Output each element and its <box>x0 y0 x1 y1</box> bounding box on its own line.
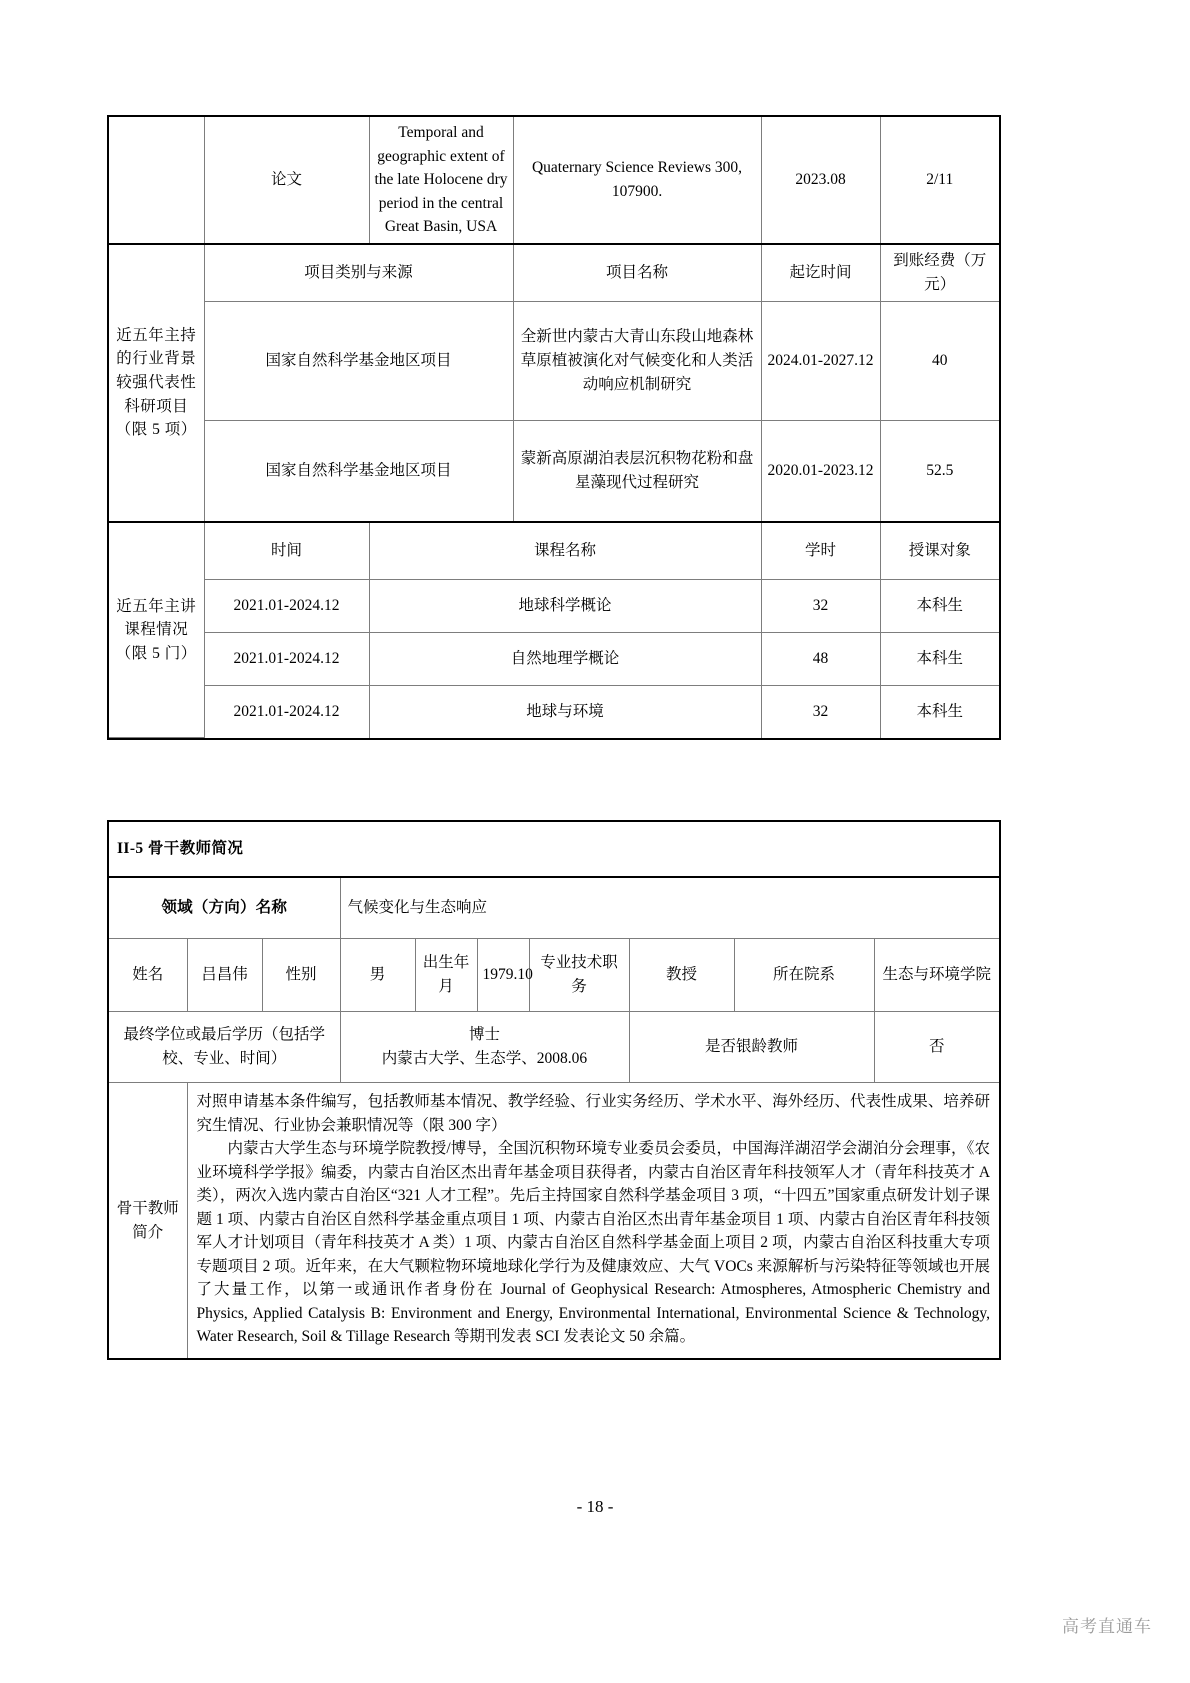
course-3-audience: 本科生 <box>880 685 999 738</box>
table-row-bio <box>109 1083 999 1359</box>
project-2-category: 国家自然科学基金地区项目 <box>204 420 513 522</box>
project-1-category: 国家自然科学基金地区项目 <box>204 301 513 420</box>
section-title-ii5: II-5 骨干教师简况 <box>109 822 999 877</box>
paper-row-blank <box>109 117 204 244</box>
paper-source-cell: Quaternary Science Reviews 300, 107900. <box>513 117 761 244</box>
achievements-table <box>109 117 999 738</box>
table-row-project-2 <box>109 420 999 522</box>
professional-title-label: 专业技术职 务 <box>529 939 629 1012</box>
department-label: 所在院系 <box>734 939 874 1012</box>
degree-label: 最终学位或最后学历（包括学校、专业、时间） <box>109 1012 340 1083</box>
course-2-audience: 本科生 <box>880 632 999 685</box>
degree-value <box>340 1012 629 1083</box>
page-number: - 18 - <box>576 1497 614 1516</box>
table-row-basic-info <box>109 939 999 1012</box>
field-direction-value: 气候变化与生态响应 <box>340 877 999 939</box>
paper-date-cell: 2023.08 <box>761 117 880 244</box>
table-row-course-headers <box>109 522 999 580</box>
course-1-audience: 本科生 <box>880 579 999 632</box>
degree-value-line1: 博士 <box>468 1026 500 1044</box>
birth-label: 出生年月 <box>415 939 477 1012</box>
table-row-course-3 <box>109 685 999 738</box>
projects-row-label: 近五年主持的行业背景较强代表性科研项目（限 5 项） <box>109 244 204 522</box>
courses-header-time: 时间 <box>204 522 369 580</box>
projects-header-funding: 到账经费（万元） <box>880 244 999 302</box>
watermark: 高考直通车 <box>1062 1617 1152 1636</box>
table-row-paper <box>109 117 999 244</box>
bio-body: 内蒙古大学生态与环境学院教授/博导，全国沉积物环境专业委员会委员，中国海洋湖沼学会湖泊分会理事，《农业环境科学学报》编委，内蒙古自治区杰出青年基金项目获得者，内蒙古自治区青年科技领军人才（青年科技英才 A 类），两次入选内蒙古自治区“321 人才工程”。先后主持国家自然科学基金项目 3 项，“十四五”国家重点研发计划子课题 1 项、内蒙古自治区自然科学基金重点项目 1 项、内蒙古自治区杰出青年基金项目 1 项、内蒙古自治区青年科技领军人才计划项目（青年科技英才 A 类）1 项、内蒙古自治区自然科学基金面上项目 2 项，内蒙古自治区科技重大专项专题项目 2 项。近年来，在大气颗粒物环境地球化学行为及健康效应、大气 VOCs 来源解析与污染特征等领域也开展了大量工作，以第一或通讯作者身份在 Journal of Geophysical Research: Atmospheres, Atmospheric Chemistry and Physics, Applied Catalysis B: Environment and Energy, Environmental International, Environmental Science & Technology, Water Research, Soil & Tillage Research 等期刊发表 SCI 发表论文 50 余篇。 <box>196 1140 991 1346</box>
achievements-table-container <box>107 115 1001 740</box>
courses-header-course: 课程名称 <box>369 522 761 580</box>
table-row-degree <box>109 1012 999 1083</box>
gender-label: 性别 <box>262 939 340 1012</box>
table-row-course-1 <box>109 579 999 632</box>
bio-instruction: 对照申请基本条件编写，包括教师基本情况、教学经验、行业实务经历、学术水平、海外经历、代表性成果、培养研究生情况、行业协会兼职情况等（限 300 字） <box>196 1093 991 1134</box>
name-value: 吕昌伟 <box>187 939 262 1012</box>
teacher-profile-table-container <box>107 820 1001 1360</box>
table-row-section-title <box>109 822 999 877</box>
birth-value: 1979.10 <box>477 939 529 1012</box>
course-3-hours: 32 <box>761 685 880 738</box>
paper-title-cell: Temporal and geographic extent of the late Holocene dry period in the central Great Basin, USA <box>369 117 513 244</box>
course-2-time: 2021.01-2024.12 <box>204 632 369 685</box>
project-2-funding: 52.5 <box>880 420 999 522</box>
course-2-name: 自然地理学概论 <box>369 632 761 685</box>
professional-title-value: 教授 <box>629 939 734 1012</box>
project-2-period: 2020.01-2023.12 <box>761 420 880 522</box>
project-1-period: 2024.01-2027.12 <box>761 301 880 420</box>
course-1-time: 2021.01-2024.12 <box>204 579 369 632</box>
courses-header-hours: 学时 <box>761 522 880 580</box>
project-2-name: 蒙新高原湖泊表层沉积物花粉和盘星藻现代过程研究 <box>513 420 761 522</box>
department-value: 生态与环境学院 <box>874 939 999 1012</box>
project-1-name: 全新世内蒙古大青山东段山地森林草原植被演化对气候变化和人类活动响应机制研究 <box>513 301 761 420</box>
course-2-hours: 48 <box>761 632 880 685</box>
table-row-course-2 <box>109 632 999 685</box>
project-1-funding: 40 <box>880 301 999 420</box>
projects-header-period: 起讫时间 <box>761 244 880 302</box>
bio-content-cell <box>187 1083 999 1359</box>
gender-value: 男 <box>340 939 415 1012</box>
course-1-hours: 32 <box>761 579 880 632</box>
table-row-project-1 <box>109 301 999 420</box>
table-row-field <box>109 877 999 939</box>
senior-teacher-label: 是否银龄教师 <box>629 1012 874 1083</box>
projects-header-category: 项目类别与来源 <box>204 244 513 302</box>
field-direction-label: 领域（方向）名称 <box>109 877 340 939</box>
course-1-name: 地球科学概论 <box>369 579 761 632</box>
teacher-profile-table <box>109 822 999 1358</box>
course-3-time: 2021.01-2024.12 <box>204 685 369 738</box>
courses-row-label: 近五年主讲课程情况（限 5 门） <box>109 522 204 738</box>
bio-row-label: 骨干教师简介 <box>109 1083 187 1359</box>
paper-type-cell: 论文 <box>204 117 369 244</box>
name-label: 姓名 <box>109 939 187 1012</box>
senior-teacher-value: 否 <box>874 1012 999 1083</box>
paper-rank-cell: 2/11 <box>880 117 999 244</box>
degree-value-line2: 内蒙古大学、生态学、2008.06 <box>381 1050 588 1067</box>
table-row-project-headers <box>109 244 999 302</box>
projects-header-name: 项目名称 <box>513 244 761 302</box>
courses-header-audience: 授课对象 <box>880 522 999 580</box>
course-3-name: 地球与环境 <box>369 685 761 738</box>
